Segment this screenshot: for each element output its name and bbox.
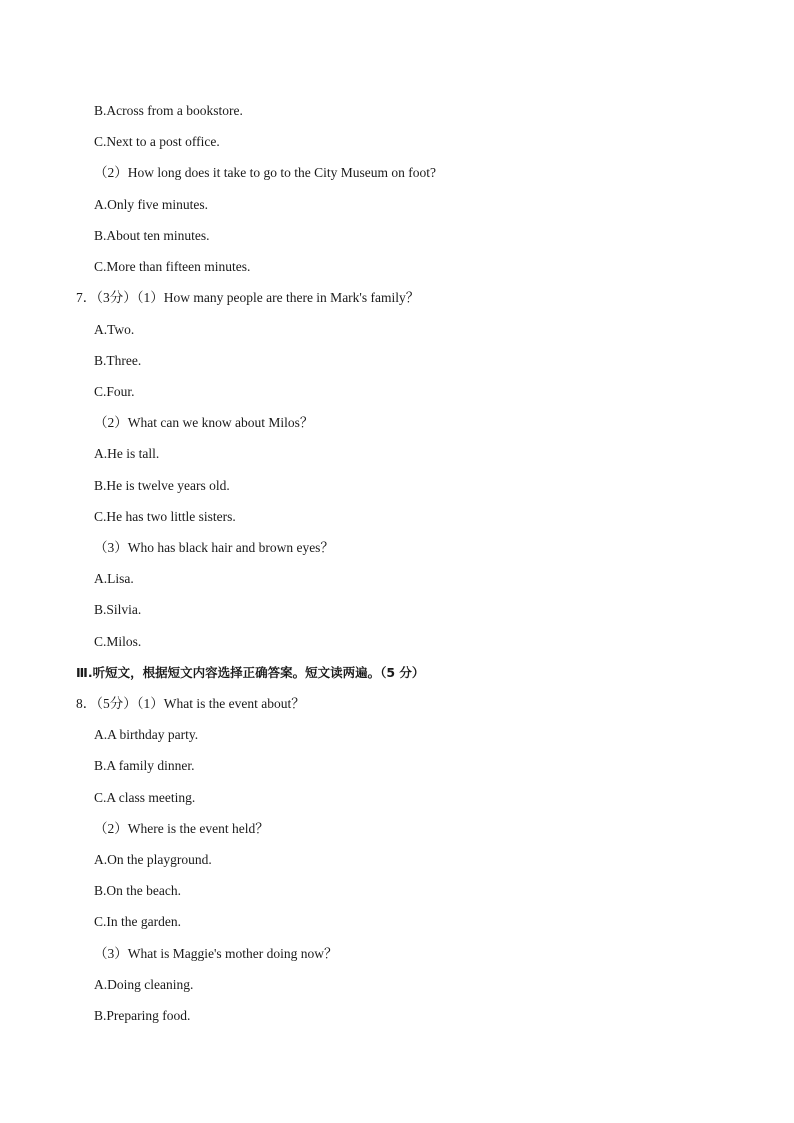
subquestion-milos: （2）What can we know about Milos？ xyxy=(94,415,314,430)
option-a-playground: A.On the playground. xyxy=(94,852,212,867)
option-a-cleaning: A.Doing cleaning. xyxy=(94,977,194,992)
option-b-dinner: B.A family dinner. xyxy=(94,758,195,773)
option-a-tall: A.He is tall. xyxy=(94,446,160,461)
question-7: 7．（3分）（1）How many people are there in Mark's family？ xyxy=(76,290,420,305)
option-b-bookstore: B.Across from a bookstore. xyxy=(94,103,243,118)
option-c-garden: C.In the garden. xyxy=(94,914,181,929)
option-c-post-office: C.Next to a post office. xyxy=(94,134,220,149)
option-b-beach: B.On the beach. xyxy=(94,883,181,898)
option-c-four: C.Four. xyxy=(94,384,135,399)
option-a-two: A.Two. xyxy=(94,322,135,337)
option-b-ten-minutes: B.About ten minutes. xyxy=(94,228,210,243)
option-c-sisters: C.He has two little sisters. xyxy=(94,509,236,524)
option-a-lisa: A.Lisa. xyxy=(94,571,134,586)
option-b-three: B.Three. xyxy=(94,353,142,368)
subquestion-event-place: （2）Where is the event held？ xyxy=(94,821,269,836)
question-8: 8．（5分）（1）What is the event about？ xyxy=(76,696,305,711)
option-b-food: B.Preparing food. xyxy=(94,1008,191,1023)
option-b-twelve: B.He is twelve years old. xyxy=(94,478,230,493)
subquestion-black-hair: （3）Who has black hair and brown eyes？ xyxy=(94,540,334,555)
option-b-silvia: B.Silvia. xyxy=(94,602,142,617)
option-a-birthday: A.A birthday party. xyxy=(94,727,199,742)
option-c-meeting: C.A class meeting. xyxy=(94,790,196,805)
subquestion-museum-time: （2）How long does it take to go to the City Museum on foot? xyxy=(94,165,436,180)
section-heading-iii: Ⅲ.听短文，根据短文内容选择正确答案。短文读两遍。（5 分） xyxy=(76,665,425,680)
option-c-milos: C.Milos. xyxy=(94,634,142,649)
option-a-five-minutes: A.Only five minutes. xyxy=(94,197,208,212)
subquestion-maggie-mother: （3）What is Maggie's mother doing now？ xyxy=(94,946,338,961)
option-c-fifteen-minutes: C.More than fifteen minutes. xyxy=(94,259,251,274)
